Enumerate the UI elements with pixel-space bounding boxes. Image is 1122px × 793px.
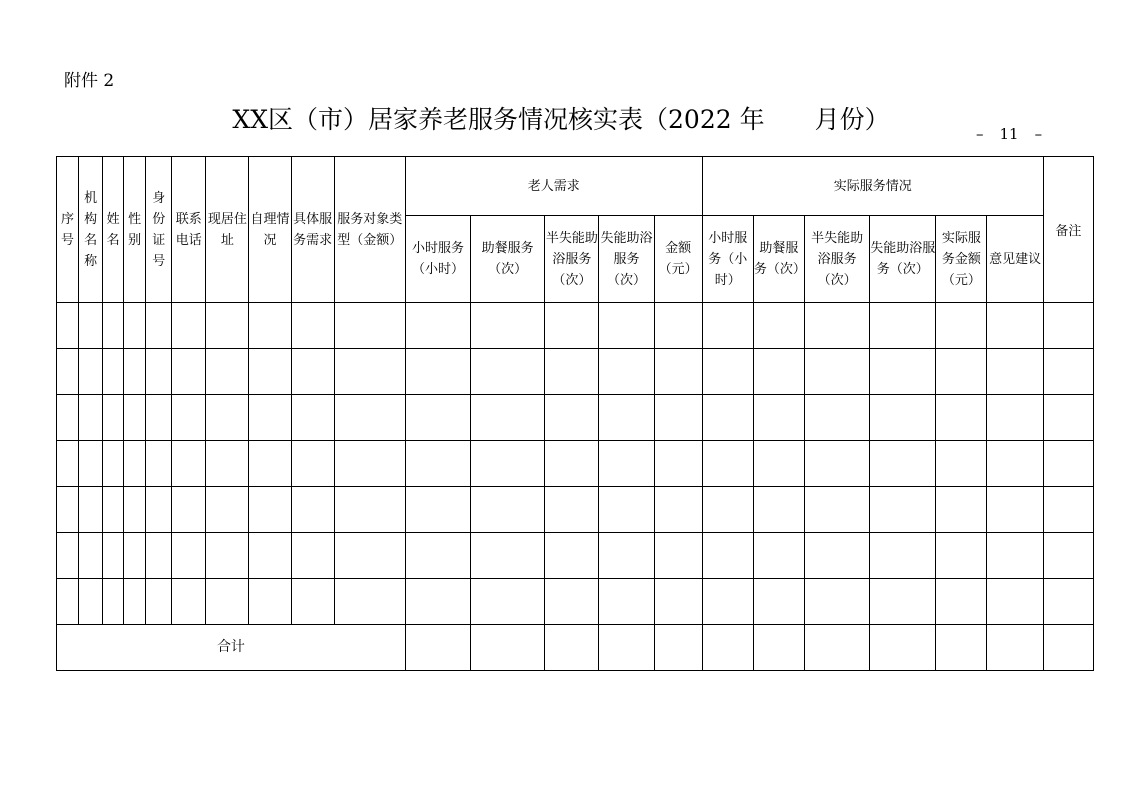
table-cell[interactable] — [334, 579, 405, 625]
header-actual-hour: 小时服务（小时） — [702, 216, 753, 303]
table-cell[interactable] — [57, 579, 79, 625]
attachment-label: 附件 2 — [64, 71, 115, 91]
table-cell[interactable] — [57, 441, 79, 487]
total-label: 合计 — [57, 625, 406, 671]
page-number — [968, 125, 1050, 143]
table-cell[interactable] — [936, 349, 987, 395]
table-cell[interactable] — [57, 487, 79, 533]
table-cell[interactable] — [936, 487, 987, 533]
table-cell[interactable] — [870, 441, 936, 487]
table-cell[interactable] — [753, 579, 804, 625]
table-cell[interactable] — [804, 441, 869, 487]
table-cell[interactable] — [753, 395, 804, 441]
table-cell[interactable] — [291, 349, 334, 395]
table-cell[interactable] — [172, 533, 206, 579]
table-cell[interactable] — [103, 579, 124, 625]
table-cell[interactable] — [172, 579, 206, 625]
table-cell[interactable] — [987, 303, 1043, 349]
table-cell[interactable] — [206, 349, 249, 395]
table-cell[interactable] — [545, 487, 599, 533]
table-cell[interactable] — [471, 303, 545, 349]
table-cell[interactable] — [753, 533, 804, 579]
table-cell[interactable] — [702, 349, 753, 395]
header-phone: 联系电话 — [172, 157, 206, 303]
table-cell[interactable] — [987, 625, 1043, 671]
table-cell[interactable] — [334, 303, 405, 349]
table-cell[interactable] — [405, 441, 470, 487]
table-row — [57, 579, 1094, 625]
table-cell[interactable] — [545, 441, 599, 487]
table-cell[interactable] — [599, 579, 654, 625]
table-cell[interactable] — [654, 487, 702, 533]
table-cell[interactable] — [405, 487, 470, 533]
table-row — [57, 395, 1094, 441]
table-cell[interactable] — [124, 441, 146, 487]
table-cell[interactable] — [1043, 441, 1093, 487]
table-cell[interactable] — [249, 533, 291, 579]
table-cell[interactable] — [103, 533, 124, 579]
table-cell[interactable] — [702, 533, 753, 579]
header-needs: 具体服务需求 — [291, 157, 334, 303]
table-cell[interactable] — [291, 395, 334, 441]
table-cell[interactable] — [124, 395, 146, 441]
header-actual-group: 实际服务情况 — [702, 157, 1043, 216]
table-cell[interactable] — [172, 395, 206, 441]
table-cell[interactable] — [936, 625, 987, 671]
table-cell[interactable] — [405, 395, 470, 441]
table-cell[interactable] — [471, 533, 545, 579]
table-cell[interactable] — [654, 395, 702, 441]
table-cell[interactable] — [753, 441, 804, 487]
table-cell[interactable] — [291, 303, 334, 349]
table-cell[interactable] — [249, 487, 291, 533]
table-cell[interactable] — [1043, 579, 1093, 625]
table-cell[interactable] — [291, 487, 334, 533]
header-seq: 序号 — [57, 157, 79, 303]
table-cell[interactable] — [405, 579, 470, 625]
table-cell[interactable] — [804, 395, 869, 441]
header-actual-bath: 失能助浴服务（次） — [870, 216, 936, 303]
header-actual-opinion: 意见建议 — [987, 216, 1043, 303]
table-cell[interactable] — [987, 533, 1043, 579]
page-title: XX区（市）居家养老服务情况核实表（2022 年 月份） — [232, 105, 890, 134]
header-type: 服务对象类型（金额） — [334, 157, 405, 303]
table-cell[interactable] — [870, 625, 936, 671]
table-cell[interactable] — [1043, 533, 1093, 579]
table-cell[interactable] — [599, 349, 654, 395]
header-elder-hour: 小时服务（小时） — [405, 216, 470, 303]
table-cell[interactable] — [124, 303, 146, 349]
table-cell[interactable] — [936, 533, 987, 579]
table-cell[interactable] — [804, 533, 869, 579]
table-cell[interactable] — [57, 349, 79, 395]
page-number-value: 11 — [999, 125, 1019, 143]
table-row — [57, 303, 1094, 349]
table-cell[interactable] — [206, 487, 249, 533]
table-cell[interactable] — [936, 441, 987, 487]
table-cell[interactable] — [545, 303, 599, 349]
table-cell[interactable] — [599, 441, 654, 487]
table-cell[interactable] — [545, 349, 599, 395]
table-cell[interactable] — [79, 579, 103, 625]
page-dash-left: – — [976, 125, 984, 143]
table-cell[interactable] — [57, 395, 79, 441]
table-cell[interactable] — [1043, 303, 1093, 349]
table-cell[interactable] — [471, 349, 545, 395]
header-elder-amount: 金额（元） — [654, 216, 702, 303]
table-cell[interactable] — [405, 303, 470, 349]
table-cell[interactable] — [172, 441, 206, 487]
table-cell[interactable] — [1043, 625, 1093, 671]
table-cell[interactable] — [1043, 349, 1093, 395]
table-cell[interactable] — [172, 303, 206, 349]
table-cell[interactable] — [545, 533, 599, 579]
table-cell[interactable] — [870, 533, 936, 579]
table-cell[interactable] — [124, 579, 146, 625]
table-cell[interactable] — [79, 349, 103, 395]
table-cell[interactable] — [334, 533, 405, 579]
table-cell[interactable] — [57, 533, 79, 579]
table-cell[interactable] — [334, 349, 405, 395]
table-cell[interactable] — [870, 579, 936, 625]
table-cell[interactable] — [249, 395, 291, 441]
table-cell[interactable] — [702, 625, 753, 671]
table-cell[interactable] — [599, 487, 654, 533]
table-cell[interactable] — [124, 349, 146, 395]
table-cell[interactable] — [753, 349, 804, 395]
table-cell[interactable] — [654, 625, 702, 671]
table-cell[interactable] — [146, 395, 172, 441]
table-cell[interactable] — [804, 579, 869, 625]
header-org: 机构名称 — [79, 157, 103, 303]
table-cell[interactable] — [146, 487, 172, 533]
table-cell[interactable] — [804, 349, 869, 395]
table-cell[interactable] — [249, 579, 291, 625]
header-actual-semi-bath: 半失能助浴服务（次） — [804, 216, 869, 303]
table-cell[interactable] — [103, 395, 124, 441]
table-cell[interactable] — [291, 579, 334, 625]
table-cell[interactable] — [804, 303, 869, 349]
verification-table — [56, 156, 1094, 671]
table-cell[interactable] — [146, 441, 172, 487]
table-cell[interactable] — [103, 487, 124, 533]
header-actual-meal: 助餐服务（次） — [753, 216, 804, 303]
table-cell[interactable] — [987, 487, 1043, 533]
table-cell[interactable] — [702, 579, 753, 625]
table-cell[interactable] — [545, 625, 599, 671]
table-cell[interactable] — [206, 395, 249, 441]
table-cell[interactable] — [57, 303, 79, 349]
table-cell[interactable] — [471, 395, 545, 441]
table-cell[interactable] — [172, 487, 206, 533]
table-cell[interactable] — [206, 579, 249, 625]
table-cell[interactable] — [936, 579, 987, 625]
table-cell[interactable] — [206, 441, 249, 487]
header-id: 身份证号 — [146, 157, 172, 303]
table-cell[interactable] — [545, 395, 599, 441]
table-cell[interactable] — [405, 533, 470, 579]
table-cell[interactable] — [334, 395, 405, 441]
table-cell[interactable] — [471, 625, 545, 671]
table-cell[interactable] — [599, 303, 654, 349]
header-elder-group: 老人需求 — [405, 157, 702, 216]
table-row — [57, 441, 1094, 487]
table-cell[interactable] — [654, 533, 702, 579]
table-cell[interactable] — [79, 303, 103, 349]
table-cell[interactable] — [146, 533, 172, 579]
header-name: 姓名 — [103, 157, 124, 303]
table-row — [57, 349, 1094, 395]
table-cell[interactable] — [146, 303, 172, 349]
header-elder-bath: 失能助浴服务（次） — [599, 216, 654, 303]
table-cell[interactable] — [405, 625, 470, 671]
header-gender: 性别 — [124, 157, 146, 303]
table-cell[interactable] — [172, 349, 206, 395]
table-cell[interactable] — [753, 487, 804, 533]
table-cell[interactable] — [405, 349, 470, 395]
table-cell[interactable] — [654, 441, 702, 487]
table-cell[interactable] — [124, 487, 146, 533]
table-cell[interactable] — [654, 303, 702, 349]
header-elder-meal: 助餐服务（次） — [471, 216, 545, 303]
table-cell[interactable] — [79, 533, 103, 579]
table-cell[interactable] — [79, 441, 103, 487]
table-cell[interactable] — [936, 303, 987, 349]
table-cell[interactable] — [599, 533, 654, 579]
table-cell[interactable] — [870, 487, 936, 533]
table-cell[interactable] — [702, 395, 753, 441]
table-cell[interactable] — [103, 441, 124, 487]
table-cell[interactable] — [804, 625, 869, 671]
table-cell[interactable] — [146, 579, 172, 625]
table-cell[interactable] — [471, 487, 545, 533]
table-cell[interactable] — [249, 441, 291, 487]
table-cell[interactable] — [206, 533, 249, 579]
table-cell[interactable] — [702, 441, 753, 487]
table-cell[interactable] — [103, 303, 124, 349]
table-cell[interactable] — [545, 579, 599, 625]
table-cell[interactable] — [870, 395, 936, 441]
header-selfcare: 自理情况 — [249, 157, 291, 303]
table-cell[interactable] — [146, 349, 172, 395]
table-cell[interactable] — [753, 625, 804, 671]
table-cell[interactable] — [471, 441, 545, 487]
table-cell[interactable] — [599, 625, 654, 671]
table-cell[interactable] — [103, 349, 124, 395]
table-cell[interactable] — [79, 487, 103, 533]
table-cell[interactable] — [936, 395, 987, 441]
table-cell[interactable] — [471, 579, 545, 625]
table-cell[interactable] — [1043, 487, 1093, 533]
table-cell[interactable] — [291, 533, 334, 579]
table-cell[interactable] — [654, 579, 702, 625]
table-row — [57, 487, 1094, 533]
table-cell[interactable] — [702, 487, 753, 533]
table-cell[interactable] — [753, 303, 804, 349]
table-cell[interactable] — [987, 579, 1043, 625]
header-elder-semi-bath: 半失能助浴服务（次） — [545, 216, 599, 303]
table-cell[interactable] — [870, 303, 936, 349]
header-addr: 现居住址 — [206, 157, 249, 303]
table-row — [57, 533, 1094, 579]
table-cell[interactable] — [804, 487, 869, 533]
table-cell[interactable] — [249, 349, 291, 395]
table-cell[interactable] — [987, 349, 1043, 395]
table-cell[interactable] — [654, 349, 702, 395]
table-cell[interactable] — [291, 441, 334, 487]
table-cell[interactable] — [124, 533, 146, 579]
table-cell[interactable] — [249, 303, 291, 349]
table-cell[interactable] — [334, 441, 405, 487]
table-cell[interactable] — [599, 395, 654, 441]
page-dash-right: – — [1034, 125, 1043, 143]
header-actual-amount: 实际服务金额（元） — [936, 216, 987, 303]
table-cell[interactable] — [987, 441, 1043, 487]
table-cell[interactable] — [206, 303, 249, 349]
header-row-1 — [57, 157, 1094, 216]
table-cell[interactable] — [987, 395, 1043, 441]
total-row — [57, 625, 1094, 671]
table-cell[interactable] — [1043, 395, 1093, 441]
table-cell[interactable] — [702, 303, 753, 349]
table-cell[interactable] — [334, 487, 405, 533]
table-cell[interactable] — [870, 349, 936, 395]
header-note: 备注 — [1043, 157, 1093, 303]
table-cell[interactable] — [79, 395, 103, 441]
